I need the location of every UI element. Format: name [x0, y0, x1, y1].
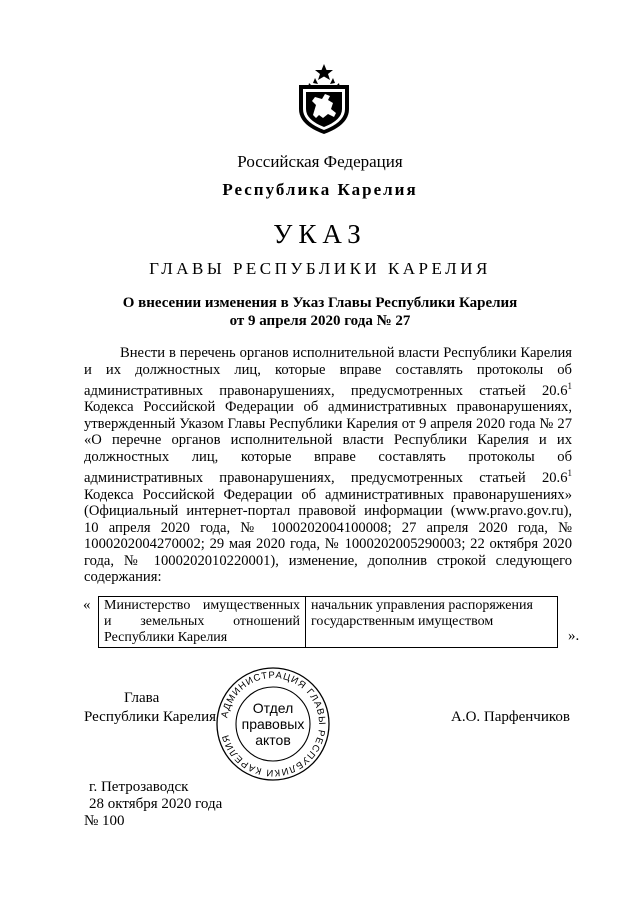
- decree-title: УКАЗ: [273, 219, 367, 249]
- signing-date: 28 октября 2020 года: [89, 796, 223, 812]
- stamp-line2: правовых: [241, 716, 305, 732]
- signatory-title-line2: Республики Карелия: [84, 709, 217, 725]
- body-part-2: Кодекса Российской Федерации об административных правонарушениях, утвержденный Указом Главы Республики Карелия от 9 апреля 2020 года № 27 «О перечне органов исполнительной власти Республики Карелия и их должностных лиц, которые вправе составлять протоколы об административных правонарушениях, предусмотренных статьей 20.6: [84, 399, 572, 487]
- signatory-name: А.О. Парфенчиков: [451, 709, 570, 725]
- signatory-title-line1: Глава: [124, 690, 160, 706]
- table-row: [99, 597, 558, 648]
- decree-body: [84, 345, 572, 586]
- stamp-line3: актов: [255, 732, 291, 748]
- legal-department-stamp: [214, 665, 332, 783]
- body-part-1: Внести в перечень органов исполнительной власти Республики Карелия и их должностных лиц, которые вправе составлять протоколы об административных правонарушениях, предусмотренных статьей 20.6: [84, 345, 572, 399]
- stamp-ring-text: АДМИНИСТРАЦИЯ ГЛАВЫ РЕСПУБЛИКИ КАРЕЛИЯ: [219, 669, 328, 779]
- ministry-cell: Министерство имущественных и земельных отношений Республики Карелия: [99, 597, 306, 648]
- entry-table: [98, 596, 558, 648]
- republic-name: Республика Карелия: [222, 180, 418, 199]
- official-cell: начальник управления распоряжения государственным имуществом: [306, 597, 558, 648]
- stamp-line1: Отдел: [252, 700, 294, 716]
- quote-close: ».: [568, 628, 580, 644]
- decree-heading-line2: от 9 апреля 2020 года № 27: [229, 313, 411, 329]
- country-name: Российская Федерация: [237, 152, 403, 171]
- decree-number: № 100: [84, 813, 125, 829]
- place-of-signing: г. Петрозаводск: [89, 779, 189, 795]
- decree-subtitle: ГЛАВЫ РЕСПУБЛИКИ КАРЕЛИЯ: [149, 259, 491, 278]
- article-superscript-1: 1: [567, 381, 572, 391]
- karelia-coat-of-arms-icon: [295, 63, 353, 135]
- decree-heading-line1: О внесении изменения в Указ Главы Республики Карелия: [122, 295, 518, 311]
- body-part-3: Кодекса Российской Федерации об административных правонарушениях» (Официальный интернет-портал правовой информации (www.pravo.gov.ru), 10 апреля 2020 года, № 1000202004100008; 27 апреля 2020 года, № 1000202004270002; 29 мая 2020 года, № 1000202005290003; 22 октября 2020 года, № 1000202010220001), изменение, дополнив строкой следующего содержания:: [84, 486, 572, 586]
- quote-open: «: [83, 597, 91, 613]
- article-superscript-2: 1: [567, 468, 572, 479]
